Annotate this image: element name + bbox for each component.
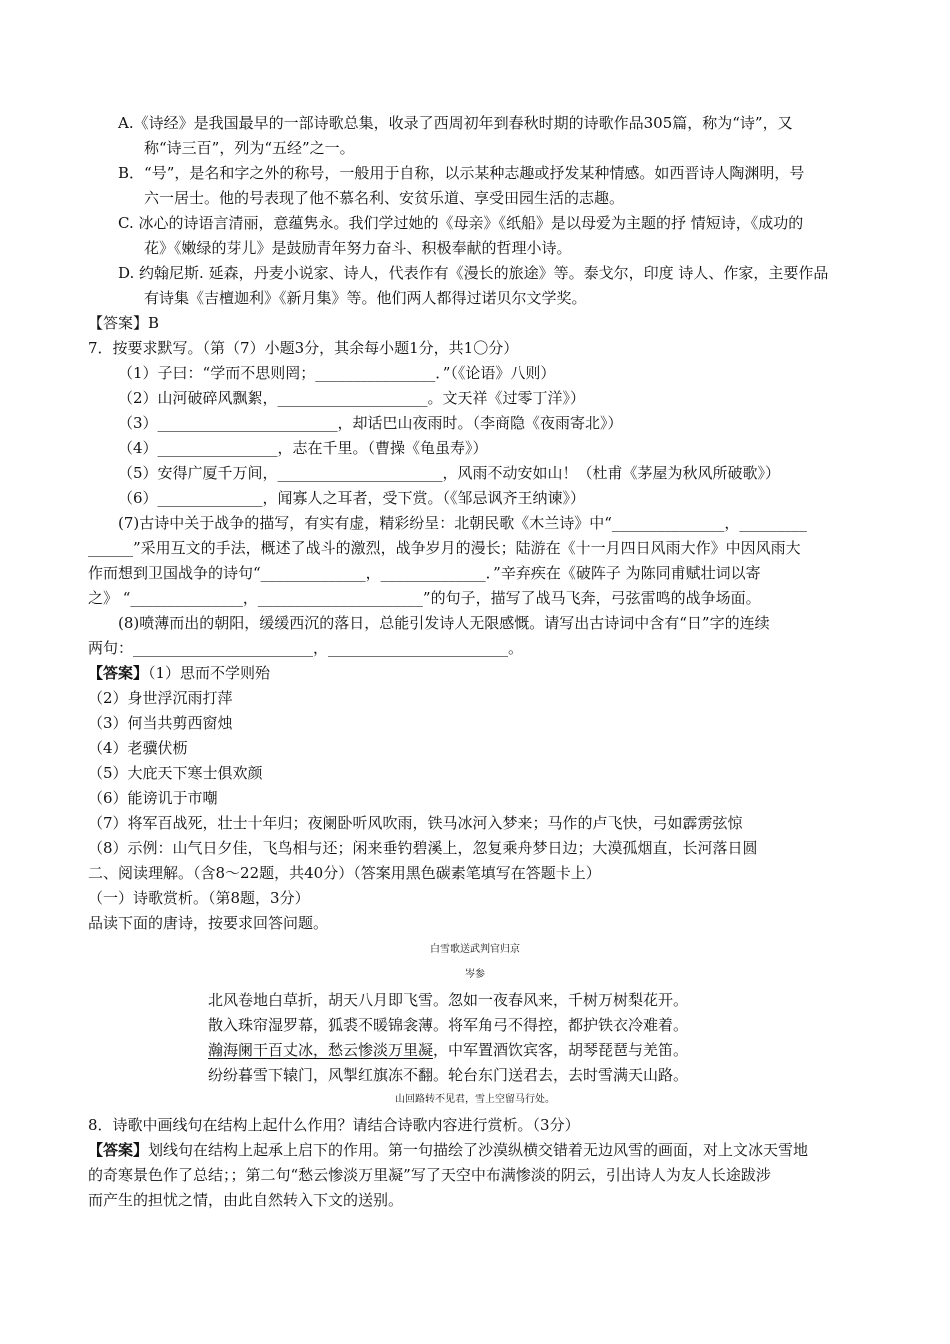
- q7-answer-7: （7）将军百战死，壮士十年归；夜阑卧听风吹雨，铁马冰河入梦来；马作的卢飞快，弓如霹雳弦惊: [88, 814, 743, 832]
- q8-answer-line2: 的奇寒景色作了总结；；第二句“愁云惨淡万里凝”写了天空中布满惨淡的阴云，引出诗人为友人长途跋涉: [88, 1166, 771, 1184]
- q8-answer-label: 【答案】: [88, 1141, 149, 1159]
- poem-underlined-lines: 瀚海阑干百丈冰，愁云惨淡万里凝: [208, 1041, 434, 1059]
- poem-title: 白雪歌送武判官归京: [430, 944, 520, 955]
- poem-author: 岑参: [465, 969, 485, 980]
- q7-item-2: （2）山河破碎风飘絮，____________________。文天祥《过零丁洋》）: [118, 389, 586, 407]
- q7-item-3: （3）________________________，却话巴山夜雨时。（李商隐《夜雨寄北》）: [118, 414, 623, 432]
- q7-answer-2: （2）身世浮沉雨打萍: [88, 689, 233, 707]
- q6-answer: 【答案】B: [88, 314, 160, 332]
- poem-line-3: [208, 1040, 688, 1060]
- q7-item-7-line1: (7)古诗中关于战争的描写，有实有虚，精彩纷呈：北朝民歌《木兰诗》中“_______________，_________: [118, 514, 807, 532]
- q6-option-a-line1: A.《诗经》是我国最早的一部诗歌总集，收录了西周初年到春秋时期的诗歌作品305篇，称为“诗”，又: [118, 114, 793, 132]
- q6-option-d-line2: 有诗集《吉檀迦利》《新月集》等。他们两人都得过诺贝尔文学奖。: [144, 289, 587, 307]
- q7-item-8-line2: 两句：________________________，________________________。: [88, 639, 524, 657]
- q7-item-5: （5）安得广厦千万间，______________________，风雨不动安如山！（杜甫《茅屋为秋风所破歌》）: [118, 464, 781, 482]
- q7-answer-8: （8）示例：山气日夕佳，飞鸟相与还；闲来垂钓碧溪上，忽复乘舟梦日边；大漠孤烟直，长河落日圆: [88, 839, 758, 857]
- q8-question: 8．诗歌中画线句在结构上起什么作用？请结合诗歌内容进行赏析。（3分）: [88, 1116, 580, 1134]
- poem-line-1: 北风卷地白草折，胡天八月即飞雪。忽如一夜春风来，千树万树梨花开。: [208, 991, 689, 1009]
- q8-answer-text-1: 划线句在结构上起承上启下的作用。第一句描绘了沙漠纵横交错着无边风雪的画面，对上文冰天雪地: [148, 1141, 809, 1159]
- q7-answer-5: （5）大庇天下寒士俱欢颜: [88, 764, 263, 782]
- q7-answer-3: （3）何当共剪西窗烛: [88, 714, 233, 732]
- q6-option-b-line1: B．“号”，是名和字之外的称号，一般用于自称，以示某种志趣或抒发某种情感。如西晋诗人陶渊明，号: [118, 164, 805, 182]
- q7-item-7-line4: 之》 “_______________，______________________”的句子，描写了战马飞奔，弓弦雷鸣的战争场面。: [88, 589, 761, 607]
- q7-answer-6: （6）能谤讥于市嘲: [88, 789, 218, 807]
- q6-option-a-line2: 称“诗三百”，列为“五经”之一。: [144, 139, 355, 157]
- q7-item-1: （1）子曰：“学而不思则罔；________________．”（《论语》八则）: [118, 364, 556, 382]
- q6-option-b-line2: 六一居士。他的号表现了他不慕名利、安贫乐道、享受田园生活的志趣。: [144, 189, 625, 207]
- q7-item-4: （4）________________，志在千里。（曹操《龟虽寿》）: [118, 439, 488, 457]
- section-2-sub1: （一）诗歌赏析。（第8题，3分）: [88, 889, 310, 907]
- q6-option-d-line1: D. 约翰尼斯. 延森，丹麦小说家、诗人，代表作有《漫长的旅途》等。泰戈尔，印度 诗人、作家，主要作品: [118, 264, 829, 282]
- q7-answer-4: （4）老骥伏枥: [88, 739, 188, 757]
- q6-option-c-line2: 花》《嫩绿的芽儿》是鼓励青年努力奋斗、积极奉献的哲理小诗。: [144, 239, 572, 257]
- q7-answer-label: 【答案】: [88, 664, 149, 682]
- section-2-intro: 品读下面的唐诗，按要求回答问题。: [88, 914, 329, 932]
- poem-line-5: 山回路转不见君，雪上空留马行处。: [395, 1094, 555, 1105]
- q8-answer-line3: 而产生的担忧之情，由此自然转入下文的送别。: [88, 1191, 404, 1209]
- section-2-title: 二、阅读理解。（含8～22题，共40分）（答案用黑色碳素笔填写在答题卡上）: [88, 864, 601, 882]
- q7-item-6: （6）______________，闻寡人之耳者，受下赏。（《邹忌讽齐王纳谏》）: [118, 489, 586, 507]
- q7-answer-row-1: [88, 663, 270, 683]
- q7-answer-1: （1）思而不学则殆: [148, 664, 271, 682]
- q7-item-7-line3: 作而想到卫国战争的诗句“______________，______________．”辛弃疾在《破阵子 为陈同甫赋壮词以寄: [88, 564, 761, 582]
- q6-option-c-line1: C. 冰心的诗语言清丽，意蕴隽永。我们学过她的《母亲》《纸船》是以母爱为主题的抒 情短诗，《成功的: [118, 214, 804, 232]
- q7-item-7-line2: ______”采用互文的手法，概述了战斗的激烈，战争岁月的漫长；陆游在《十一月四日风雨大作》中因风雨大: [88, 539, 801, 557]
- q7-item-8-line1: (8)喷薄而出的朝阳，缓缓西沉的落日，总能引发诗人无限感慨。请写出古诗词中含有“日”字的连续: [118, 614, 770, 632]
- poem-line-3-rest: ，中军置酒饮宾客，胡琴琵琶与羌笛。: [433, 1041, 689, 1059]
- poem-line-2: 散入珠帘湿罗幕，狐裘不暖锦衾薄。将军角弓不得控，都护铁衣冷难着。: [208, 1016, 689, 1034]
- q7-title: 7．按要求默写。（第（7）小题3分，其余每小题1分，共1〇分）: [88, 339, 519, 357]
- poem-line-4: 纷纷暮雪下辕门，风掣红旗冻不翻。轮台东门送君去，去时雪满天山路。: [208, 1066, 689, 1084]
- q8-answer-line1: [88, 1140, 808, 1160]
